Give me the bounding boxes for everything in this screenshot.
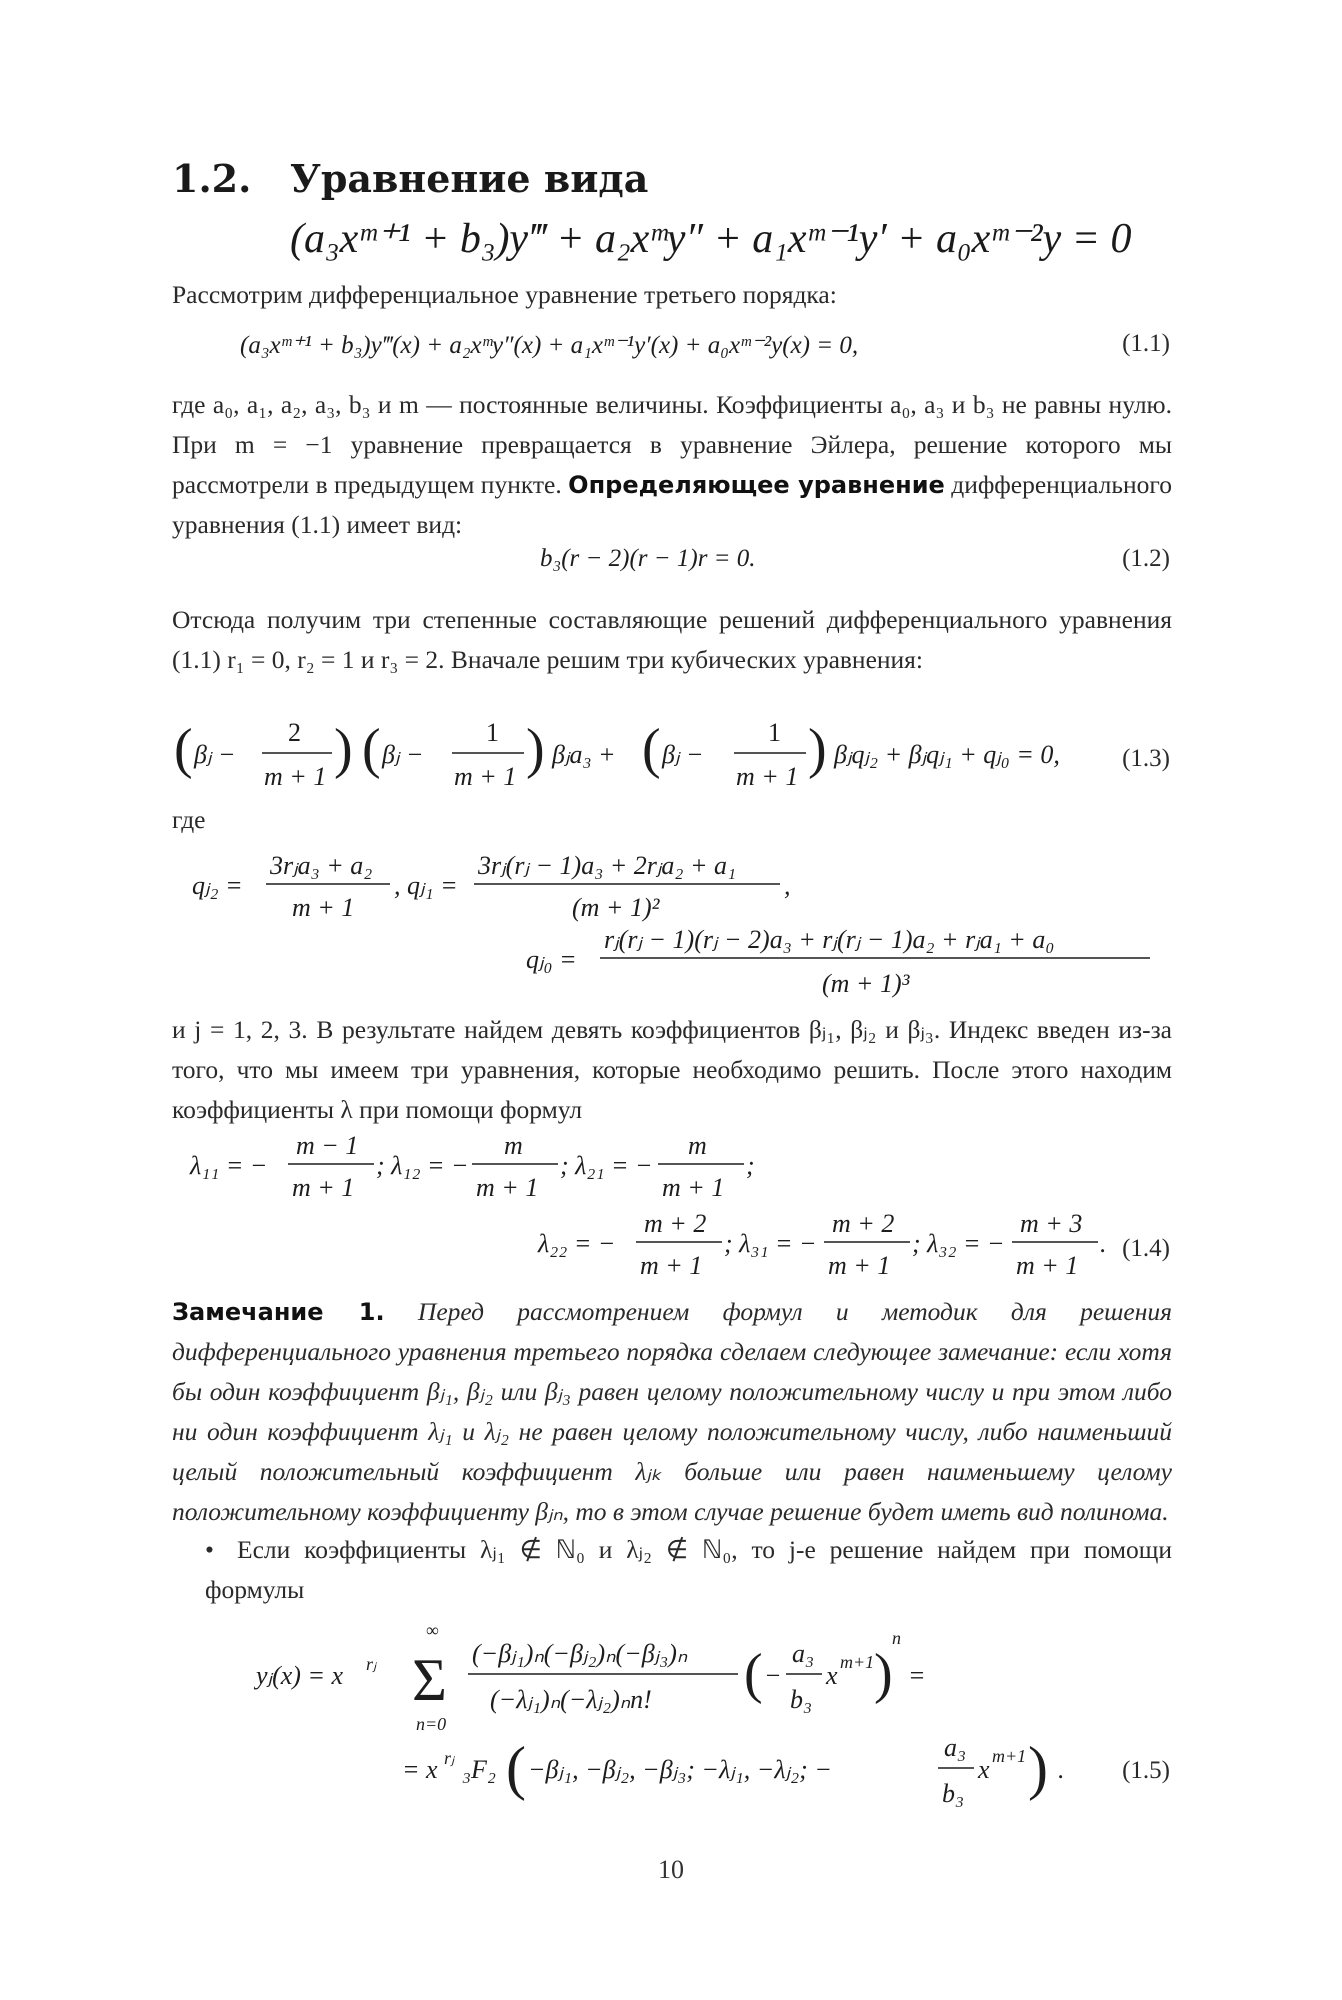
svg-text:=: = (908, 1661, 926, 1690)
section-heading (172, 156, 1192, 263)
svg-text:; λ₃₁ = −: ; λ₃₁ = − (724, 1229, 817, 1258)
svg-text:n=0: n=0 (416, 1714, 447, 1734)
bullet-text: Если коэффициенты λⱼ₁ ∉ ℕ₀ и λⱼ₂ ∉ ℕ₀, то j-е решение найдем при помощи формулы (205, 1535, 1172, 1604)
svg-text:m + 1: m + 1 (640, 1251, 703, 1280)
svg-text:qⱼ₀ =: qⱼ₀ = (526, 945, 577, 974)
svg-text:rⱼ: rⱼ (366, 1654, 377, 1674)
svg-text:2: 2 (288, 718, 301, 747)
svg-text:λ₁₁ = −: λ₁₁ = − (190, 1151, 268, 1180)
svg-text:; λ₂₁ = −: ; λ₂₁ = − (560, 1151, 653, 1180)
remark-label: Замечание 1. (172, 1298, 385, 1326)
equation-1-2: b₃(r − 2)(r − 1)r = 0. (540, 545, 756, 572)
svg-text:(: ( (362, 718, 381, 780)
remark-text: Перед рассмотрением формул и методик для решения дифференциального уравнения третьего порядка сделаем следующее замечание: если хотя бы один коэффициент βⱼ₁, βⱼ₂ или βⱼ₃ равен целому положительному числу и при этом либо ни один коэффициент λⱼ₁ и λⱼ₂ не равен целому положительному числу, либо наименьший целый положительный коэффициент λⱼₖ больше или равен наименьшему целому положительному коэффициенту βⱼₙ, то в этом случае решение будет иметь вид полинома. (172, 1297, 1172, 1526)
svg-text:∞: ∞ (426, 1620, 439, 1640)
equation-number-1-2: (1.2) (1122, 545, 1170, 572)
svg-text:b₃: b₃ (942, 1779, 965, 1808)
svg-text:−: − (764, 1661, 782, 1690)
svg-text:rⱼ: rⱼ (444, 1748, 455, 1768)
svg-text:βⱼa₃ +: βⱼa₃ + (552, 740, 616, 769)
svg-text:(m + 1)³: (m + 1)³ (822, 969, 910, 998)
paragraph-where: где (172, 805, 206, 834)
svg-text:m+1: m+1 (992, 1746, 1027, 1766)
svg-text:rⱼ(rⱼ − 1)(rⱼ − 2)a₃ + rⱼ(rⱼ −: rⱼ(rⱼ − 1)(rⱼ − 2)a₃ + rⱼ(rⱼ − 1)a₂ + rⱼa₁ + a₀ (604, 925, 1055, 954)
svg-text:m + 1: m + 1 (736, 762, 799, 791)
svg-text:): ) (526, 718, 545, 780)
svg-text:; λ₁₂ = −: ; λ₁₂ = − (376, 1151, 469, 1180)
paragraph-definitions (172, 385, 1172, 545)
svg-text:x: x (826, 1661, 838, 1690)
section-number: 1.2. (172, 156, 252, 201)
svg-text:Σ: Σ (412, 1647, 447, 1713)
svg-text:m + 1: m + 1 (828, 1251, 891, 1280)
q-coefficients-formulas (172, 830, 1172, 1010)
svg-text:βⱼ −: βⱼ − (662, 740, 704, 769)
svg-text:(−λⱼ₁)ₙ(−λⱼ₂)ₙn!: (−λⱼ₁)ₙ(−λⱼ₂)ₙn! (490, 1685, 652, 1714)
svg-text:(: ( (506, 1735, 526, 1801)
svg-text:;: ; (746, 1151, 755, 1180)
equation-number-1-3: (1.3) (1122, 745, 1170, 772)
svg-text:; λ₃₂ = −: ; λ₃₂ = − (912, 1229, 1005, 1258)
svg-text:m + 1: m + 1 (292, 893, 355, 922)
paragraph-indices: и j = 1, 2, 3. В результате найдем девять коэффициентов βⱼ₁, βⱼ₂ и βⱼ₃. Индекс введен из-за того, что мы имеем три уравнения, которые необходимо решить. После этого находим коэффициенты λ при помощи формул (172, 1015, 1172, 1124)
svg-text:βⱼ −: βⱼ − (382, 740, 424, 769)
svg-text:= x: = x (402, 1755, 438, 1784)
svg-text:(: ( (174, 718, 193, 780)
svg-text:a₃: a₃ (944, 1733, 967, 1762)
equation-number-1-4: (1.4) (1122, 1235, 1170, 1262)
svg-text:m+1: m+1 (840, 1652, 875, 1672)
svg-text:(: ( (744, 1643, 763, 1705)
svg-text:m + 2: m + 2 (832, 1209, 895, 1238)
equation-number-1-1: (1.1) (1122, 330, 1170, 357)
svg-text:): ) (334, 718, 353, 780)
bullet-item (205, 1530, 1172, 1610)
svg-text:m: m (688, 1131, 707, 1160)
svg-text:m + 1: m + 1 (1016, 1251, 1079, 1280)
svg-text:m + 3: m + 3 (1020, 1209, 1083, 1238)
svg-text:m − 1: m − 1 (296, 1131, 359, 1160)
svg-text:m: m (504, 1131, 523, 1160)
svg-text:(: ( (642, 718, 661, 780)
svg-text:βⱼ −: βⱼ − (194, 740, 236, 769)
svg-text:.: . (1058, 1755, 1065, 1784)
svg-text:m + 1: m + 1 (454, 762, 517, 791)
section-title: Уравнение вида (290, 156, 649, 201)
svg-text:m + 1: m + 1 (476, 1173, 539, 1202)
svg-text:, qⱼ₁ =: , qⱼ₁ = (394, 871, 458, 900)
svg-text:₃F₂: ₃F₂ (462, 1755, 496, 1784)
svg-text:1: 1 (768, 718, 781, 747)
svg-text:(−βⱼ₁)ₙ(−βⱼ₂)ₙ(−βⱼ₃)ₙ: (−βⱼ₁)ₙ(−βⱼ₂)ₙ(−βⱼ₃)ₙ (472, 1639, 688, 1668)
svg-text:m + 2: m + 2 (644, 1209, 707, 1238)
svg-text:): ) (808, 718, 827, 780)
paragraph-intro: Рассмотрим дифференциальное уравнение третьего порядка: (172, 280, 837, 309)
svg-text:m + 1: m + 1 (662, 1173, 725, 1202)
svg-text:,: , (784, 871, 791, 900)
svg-text:λ₂₂ = −: λ₂₂ = − (538, 1229, 616, 1258)
svg-text:(m + 1)²: (m + 1)² (572, 893, 660, 922)
svg-text:x: x (978, 1755, 990, 1784)
svg-text:): ) (1028, 1735, 1048, 1801)
svg-text:3rⱼa₃ + a₂: 3rⱼa₃ + a₂ (270, 851, 373, 880)
svg-text:b₃: b₃ (790, 1685, 813, 1714)
svg-text:1: 1 (486, 718, 499, 747)
paragraph-roots: Отсюда получим три степенные составляющие решений дифференциального уравнения (1.1) r₁ = 0, r₂ = 1 и r₃ = 2. Вначале решим три кубических уравнения: (172, 605, 1172, 674)
section-formula: (a₃xᵐ⁺¹ + b₃)y‴ + a₂xᵐy″ + a₁xᵐ⁻¹y′ + a₀xᵐ⁻²y = 0 (290, 216, 1132, 262)
svg-text:n: n (892, 1628, 901, 1648)
svg-text:−βⱼ₁, −βⱼ₂, −βⱼ₃; −λⱼ₁, −λⱼ₂;: −βⱼ₁, −βⱼ₂, −βⱼ₃; −λⱼ₁, −λⱼ₂; − (528, 1755, 832, 1784)
equation-number-1-5: (1.5) (1122, 1757, 1170, 1784)
svg-text:.: . (1100, 1229, 1107, 1258)
page-number: 10 (658, 1855, 684, 1884)
svg-text:m + 1: m + 1 (292, 1173, 355, 1202)
paragraph-definitions-text: где a₀, a₁, a₂, a₃, b₃ и m — постоянные величины. Коэффициенты a₀, a₃ и b₃ не равны нулю. При m = −1 уравнение превращается в уравнение Эйлера, решение которого мы рассмотрели в предыдущем пункте. (172, 390, 1172, 499)
svg-text:yⱼ(x) = x: yⱼ(x) = x (256, 1661, 344, 1690)
svg-text:): ) (874, 1643, 893, 1705)
svg-text:qⱼ₂ =: qⱼ₂ = (192, 871, 243, 900)
svg-text:βⱼqⱼ₂ + βⱼqⱼ₁ + qⱼ₀ = 0,: βⱼqⱼ₂ + βⱼqⱼ₁ + qⱼ₀ = 0, (834, 740, 1060, 769)
equation-1-1: (a₃xᵐ⁺¹ + b₃)y‴(x) + a₂xᵐy″(x) + a₁xᵐ⁻¹y′(x) + a₀xᵐ⁻²y(x) = 0, (240, 332, 859, 359)
svg-text:a₃: a₃ (792, 1639, 815, 1668)
bullet-marker: • (205, 1535, 214, 1564)
defining-equation-term: Определяющее уравнение (568, 471, 945, 499)
equation-1-3 (172, 705, 1172, 805)
svg-text:m + 1: m + 1 (264, 762, 327, 791)
paragraph-definitions-tail: дифференциального уравнения (1.1) имеет вид: (172, 470, 1172, 539)
remark (172, 1292, 1172, 1532)
svg-text:3rⱼ(rⱼ − 1)a₃ + 2rⱼa₂ + a₁: 3rⱼ(rⱼ − 1)a₃ + 2rⱼa₂ + a₁ (478, 851, 737, 880)
equation-1-5 (172, 1610, 1172, 1820)
equation-1-4 (172, 1120, 1172, 1290)
